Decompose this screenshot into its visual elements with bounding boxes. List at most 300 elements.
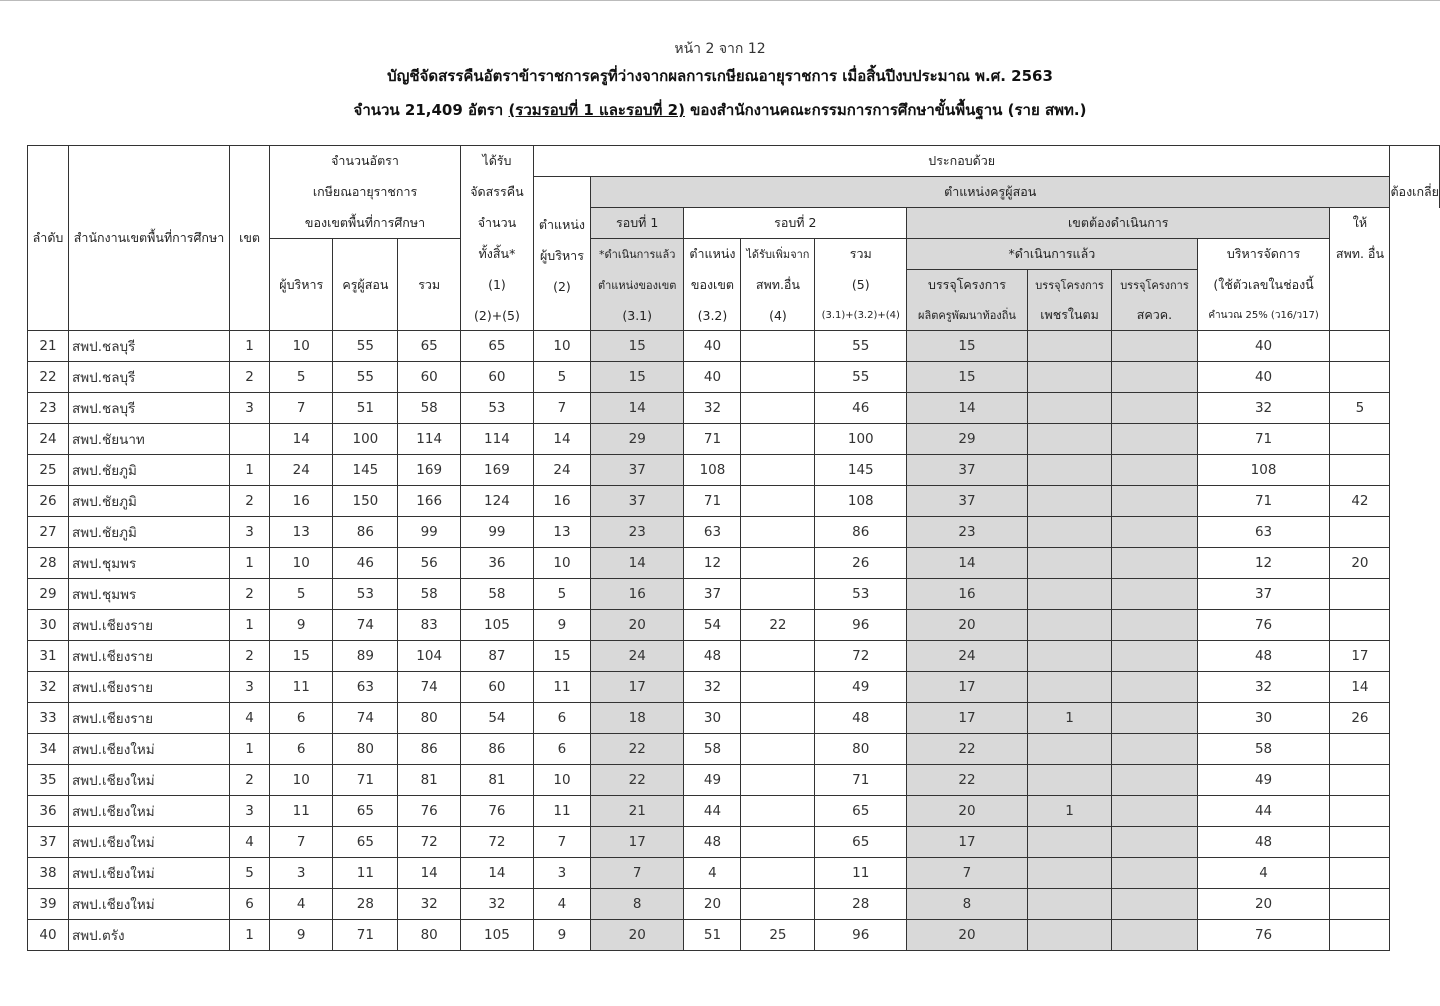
cell-retire-sum: 14 (398, 858, 460, 889)
cell-retire-admin: 10 (270, 765, 333, 796)
cell-proj-petch (1027, 672, 1111, 703)
header-sum: รวม (398, 239, 460, 331)
cell-round2-zone-positions: 48 (684, 641, 741, 672)
cell-order: 22 (28, 362, 69, 393)
cell-round2-zone-positions: 58 (684, 734, 741, 765)
table-row (28, 765, 1440, 796)
cell-round2-zone-positions: 40 (684, 331, 741, 362)
cell-retire-sum: 72 (398, 827, 460, 858)
cell-share-other (1330, 579, 1390, 610)
cell-round1-done: 29 (590, 424, 684, 455)
table-row (28, 920, 1440, 951)
cell-retire-admin: 7 (270, 393, 333, 424)
header-done-r1-line1: *ดำเนินการแล้ว (590, 239, 684, 270)
cell-order: 37 (28, 827, 69, 858)
cell-round1-done: 14 (590, 393, 684, 424)
cell-order: 40 (28, 920, 69, 951)
cell-proj-sakwk (1112, 517, 1197, 548)
cell-round2-total: 53 (815, 579, 907, 610)
cell-proj-sakwk (1112, 672, 1197, 703)
header-extra-line2: สพท.อื่น (741, 270, 815, 301)
cell-order: 24 (28, 424, 69, 455)
header-share-line1: ต้องเกลี่ย (1390, 146, 1440, 208)
cell-proj-petch (1027, 455, 1111, 486)
cell-office: สพป.เชียงใหม่ (69, 889, 230, 920)
cell-retire-teacher: 28 (333, 889, 398, 920)
cell-round1-done: 16 (590, 579, 684, 610)
cell-manage: 48 (1197, 827, 1330, 858)
cell-round2-extra (741, 548, 815, 579)
cell-allocated-total: 124 (460, 486, 533, 517)
cell-round2-total: 72 (815, 641, 907, 672)
cell-round2-zone-positions: 32 (684, 393, 741, 424)
cell-round1-done: 22 (590, 734, 684, 765)
header-total-line2: (5) (815, 270, 907, 301)
cell-round2-extra: 22 (741, 610, 815, 641)
cell-round2-zone-positions: 20 (684, 889, 741, 920)
table-row (28, 517, 1440, 548)
cell-round2-zone-positions: 71 (684, 424, 741, 455)
cell-round2-zone-positions: 54 (684, 610, 741, 641)
cell-allocated-total: 105 (460, 920, 533, 951)
cell-retire-admin: 4 (270, 889, 333, 920)
cell-round2-zone-positions: 37 (684, 579, 741, 610)
cell-proj-sakwk (1112, 486, 1197, 517)
cell-manage: 40 (1197, 362, 1330, 393)
cell-admin-positions: 11 (533, 796, 590, 827)
cell-admin-positions: 11 (533, 672, 590, 703)
cell-share-other (1330, 920, 1390, 951)
header-retire-line1: จำนวนอัตรา (270, 146, 461, 177)
cell-order: 38 (28, 858, 69, 889)
header-share-empty (1330, 270, 1390, 301)
cell-zone: 2 (230, 362, 270, 393)
cell-round2-total: 26 (815, 548, 907, 579)
cell-order: 25 (28, 455, 69, 486)
cell-admin-positions: 7 (533, 393, 590, 424)
cell-round1-done: 15 (590, 362, 684, 393)
cell-retire-admin: 5 (270, 362, 333, 393)
cell-proj-sakwk (1112, 889, 1197, 920)
cell-round1-done: 20 (590, 610, 684, 641)
cell-round2-total: 86 (815, 517, 907, 548)
cell-zone: 2 (230, 641, 270, 672)
cell-round1-done: 17 (590, 827, 684, 858)
cell-allocated-total: 54 (460, 703, 533, 734)
cell-proj-sakwk (1112, 424, 1197, 455)
cell-proj-sakwk (1112, 610, 1197, 641)
cell-retire-sum: 76 (398, 796, 460, 827)
header-proj2-line2: เพชรในตม (1027, 300, 1111, 331)
cell-proj-sakwk (1112, 641, 1197, 672)
table-row (28, 889, 1440, 920)
document-subtitle (0, 98, 1440, 122)
table-row (28, 362, 1440, 393)
cell-office: สพป.เชียงราย (69, 641, 230, 672)
header-order: ลำดับ (28, 146, 69, 331)
cell-share-other: 42 (1330, 486, 1390, 517)
cell-order: 27 (28, 517, 69, 548)
cell-zone: 3 (230, 393, 270, 424)
cell-round2-total: 100 (815, 424, 907, 455)
cell-manage: 4 (1197, 858, 1330, 889)
cell-order: 29 (28, 579, 69, 610)
cell-manage: 12 (1197, 548, 1330, 579)
cell-round2-extra (741, 703, 815, 734)
cell-order: 39 (28, 889, 69, 920)
cell-admin-positions: 15 (533, 641, 590, 672)
cell-round2-extra (741, 641, 815, 672)
cell-round2-total: 145 (815, 455, 907, 486)
cell-allocated-total: 65 (460, 331, 533, 362)
cell-manage: 32 (1197, 672, 1330, 703)
cell-round2-total: 96 (815, 610, 907, 641)
cell-share-other (1330, 796, 1390, 827)
header-alloc-line6: (2)+(5) (460, 300, 533, 331)
cell-office: สพป.เชียงราย (69, 610, 230, 641)
cell-zone: 4 (230, 703, 270, 734)
cell-office: สพป.เชียงใหม่ (69, 827, 230, 858)
cell-admin-positions: 6 (533, 734, 590, 765)
cell-office: สพป.ชลบุรี (69, 393, 230, 424)
cell-order: 28 (28, 548, 69, 579)
header-teacher-positions: ตำแหน่งครูผู้สอน (590, 177, 1390, 208)
header-consist: ประกอบด้วย (533, 146, 1389, 177)
cell-admin-positions: 9 (533, 610, 590, 641)
cell-retire-teacher: 11 (333, 858, 398, 889)
cell-round2-extra (741, 486, 815, 517)
cell-proj-local-teacher: 15 (907, 362, 1028, 393)
cell-proj-petch (1027, 486, 1111, 517)
cell-proj-petch (1027, 610, 1111, 641)
cell-proj-local-teacher: 37 (907, 455, 1028, 486)
cell-round2-zone-positions: 63 (684, 517, 741, 548)
cell-round1-done: 20 (590, 920, 684, 951)
cell-retire-teacher: 100 (333, 424, 398, 455)
cell-office: สพป.ชุมพร (69, 579, 230, 610)
cell-office: สพป.ชุมพร (69, 548, 230, 579)
header-zone-pos-line3: (3.2) (684, 300, 741, 331)
cell-round2-zone-positions: 51 (684, 920, 741, 951)
cell-allocated-total: 105 (460, 610, 533, 641)
cell-retire-sum: 60 (398, 362, 460, 393)
cell-round2-total: 11 (815, 858, 907, 889)
cell-share-other (1330, 331, 1390, 362)
cell-proj-petch: 1 (1027, 796, 1111, 827)
table-row (28, 579, 1440, 610)
cell-manage: 71 (1197, 486, 1330, 517)
cell-order: 32 (28, 672, 69, 703)
cell-zone: 1 (230, 331, 270, 362)
table-row (28, 486, 1440, 517)
header-alloc-line3: จำนวน (460, 208, 533, 239)
subtitle-prefix: จำนวน 21,409 อัตรา (353, 101, 509, 119)
table-row (28, 641, 1440, 672)
cell-round2-total: 28 (815, 889, 907, 920)
header-proj2-line1: บรรจุโครงการ (1027, 270, 1111, 301)
header-done-r2: *ดำเนินการแล้ว (907, 239, 1198, 270)
cell-share-other (1330, 827, 1390, 858)
table-row (28, 858, 1440, 889)
header-pos-admin-line1: ตำแหน่ง (538, 217, 585, 232)
cell-round2-zone-positions: 40 (684, 362, 741, 393)
cell-round2-total: 65 (815, 827, 907, 858)
cell-round2-total: 96 (815, 920, 907, 951)
header-alloc-line1: ได้รับ (460, 146, 533, 177)
cell-round1-done: 23 (590, 517, 684, 548)
header-share-line3: สพท. อื่น (1330, 239, 1390, 270)
cell-proj-sakwk (1112, 796, 1197, 827)
cell-proj-petch (1027, 858, 1111, 889)
cell-admin-positions: 16 (533, 486, 590, 517)
cell-office: สพป.ชัยภูมิ (69, 517, 230, 548)
cell-manage: 48 (1197, 641, 1330, 672)
cell-order: 21 (28, 331, 69, 362)
cell-retire-sum: 65 (398, 331, 460, 362)
cell-round2-total: 55 (815, 331, 907, 362)
cell-proj-local-teacher: 17 (907, 672, 1028, 703)
cell-office: สพป.เชียงราย (69, 672, 230, 703)
table-body (28, 331, 1440, 951)
cell-admin-positions: 9 (533, 920, 590, 951)
cell-proj-local-teacher: 20 (907, 610, 1028, 641)
cell-office: สพป.ชัยภูมิ (69, 486, 230, 517)
cell-retire-admin: 11 (270, 672, 333, 703)
header-zone-action: เขตต้องดำเนินการ (907, 208, 1330, 239)
cell-order: 35 (28, 765, 69, 796)
cell-round2-total: 80 (815, 734, 907, 765)
cell-zone: 1 (230, 610, 270, 641)
cell-proj-petch (1027, 920, 1111, 951)
cell-proj-local-teacher: 29 (907, 424, 1028, 455)
cell-share-other (1330, 610, 1390, 641)
cell-retire-admin: 14 (270, 424, 333, 455)
cell-round2-extra (741, 765, 815, 796)
cell-zone: 4 (230, 827, 270, 858)
cell-retire-sum: 58 (398, 579, 460, 610)
cell-proj-petch (1027, 517, 1111, 548)
cell-retire-sum: 58 (398, 393, 460, 424)
cell-round1-done: 37 (590, 455, 684, 486)
header-total-line1: รวม (815, 239, 907, 270)
cell-round2-zone-positions: 44 (684, 796, 741, 827)
cell-retire-admin: 24 (270, 455, 333, 486)
cell-allocated-total: 60 (460, 672, 533, 703)
header-total-line3: (3.1)+(3.2)+(4) (815, 300, 907, 331)
cell-office: สพป.ชัยภูมิ (69, 455, 230, 486)
table-row (28, 672, 1440, 703)
cell-admin-positions: 5 (533, 362, 590, 393)
header-alloc-line5: (1) (460, 270, 533, 301)
cell-proj-petch (1027, 765, 1111, 796)
cell-allocated-total: 58 (460, 579, 533, 610)
cell-manage: 20 (1197, 889, 1330, 920)
header-zone: เขต (230, 146, 270, 331)
cell-proj-sakwk (1112, 858, 1197, 889)
cell-proj-local-teacher: 7 (907, 858, 1028, 889)
cell-proj-local-teacher: 15 (907, 331, 1028, 362)
cell-retire-admin: 13 (270, 517, 333, 548)
cell-admin-positions: 6 (533, 703, 590, 734)
cell-retire-admin: 6 (270, 703, 333, 734)
cell-order: 31 (28, 641, 69, 672)
cell-proj-petch (1027, 362, 1111, 393)
cell-proj-local-teacher: 22 (907, 765, 1028, 796)
cell-retire-sum: 56 (398, 548, 460, 579)
table-row (28, 796, 1440, 827)
cell-round2-zone-positions: 12 (684, 548, 741, 579)
cell-proj-petch (1027, 331, 1111, 362)
cell-share-other (1330, 889, 1390, 920)
cell-allocated-total: 86 (460, 734, 533, 765)
cell-proj-petch (1027, 424, 1111, 455)
cell-manage: 71 (1197, 424, 1330, 455)
cell-proj-local-teacher: 22 (907, 734, 1028, 765)
cell-retire-admin: 7 (270, 827, 333, 858)
table-row (28, 703, 1440, 734)
cell-share-other (1330, 424, 1390, 455)
cell-round1-done: 22 (590, 765, 684, 796)
cell-order: 30 (28, 610, 69, 641)
cell-retire-teacher: 63 (333, 672, 398, 703)
cell-retire-sum: 104 (398, 641, 460, 672)
cell-share-other (1330, 734, 1390, 765)
cell-allocated-total: 36 (460, 548, 533, 579)
cell-retire-sum: 74 (398, 672, 460, 703)
cell-retire-sum: 99 (398, 517, 460, 548)
header-done-r1-line3: (3.1) (590, 300, 684, 331)
cell-retire-teacher: 65 (333, 796, 398, 827)
cell-proj-sakwk (1112, 331, 1197, 362)
table-header (28, 146, 1440, 331)
header-proj3-line2: สควค. (1112, 300, 1197, 331)
cell-zone: 1 (230, 734, 270, 765)
cell-proj-local-teacher: 23 (907, 517, 1028, 548)
cell-zone: 1 (230, 548, 270, 579)
cell-zone: 5 (230, 858, 270, 889)
cell-proj-local-teacher: 20 (907, 920, 1028, 951)
header-round1: รอบที่ 1 (590, 208, 684, 239)
cell-round2-total: 71 (815, 765, 907, 796)
cell-zone: 6 (230, 889, 270, 920)
cell-allocated-total: 76 (460, 796, 533, 827)
header-office: สำนักงานเขตพื้นที่การศึกษา (69, 146, 230, 331)
cell-proj-local-teacher: 17 (907, 703, 1028, 734)
cell-round2-extra (741, 858, 815, 889)
cell-round2-zone-positions: 71 (684, 486, 741, 517)
cell-allocated-total: 72 (460, 827, 533, 858)
cell-share-other (1330, 517, 1390, 548)
cell-retire-teacher: 89 (333, 641, 398, 672)
cell-retire-admin: 3 (270, 858, 333, 889)
cell-retire-sum: 169 (398, 455, 460, 486)
cell-order: 23 (28, 393, 69, 424)
allocation-table (27, 145, 1440, 951)
subtitle-suffix: ของสำนักงานคณะกรรมการการศึกษาขั้นพื้นฐาน (ราย สพท.) (684, 101, 1087, 119)
cell-allocated-total: 99 (460, 517, 533, 548)
cell-round2-extra (741, 393, 815, 424)
cell-order: 34 (28, 734, 69, 765)
header-retire-line3: ของเขตพื้นที่การศึกษา (270, 208, 461, 239)
header-manage-line2: (ใช้ตัวเลขในช่องนี้ (1197, 270, 1330, 301)
header-share-line2: ให้ (1330, 208, 1390, 239)
cell-retire-admin: 15 (270, 641, 333, 672)
cell-round2-extra (741, 827, 815, 858)
cell-round2-extra (741, 424, 815, 455)
cell-admin-positions: 4 (533, 889, 590, 920)
header-extra-line1: ได้รับเพิ่มจาก (741, 239, 815, 270)
cell-round2-zone-positions: 30 (684, 703, 741, 734)
cell-retire-teacher: 74 (333, 703, 398, 734)
cell-retire-teacher: 51 (333, 393, 398, 424)
cell-admin-positions: 7 (533, 827, 590, 858)
cell-manage: 30 (1197, 703, 1330, 734)
page-number: หน้า 2 จาก 12 (674, 41, 766, 57)
cell-proj-sakwk (1112, 703, 1197, 734)
cell-retire-sum: 166 (398, 486, 460, 517)
cell-round1-done: 21 (590, 796, 684, 827)
table-row (28, 548, 1440, 579)
cell-retire-teacher: 53 (333, 579, 398, 610)
cell-share-other: 14 (1330, 672, 1390, 703)
cell-office: สพป.ตรัง (69, 920, 230, 951)
cell-office: สพป.ชลบุรี (69, 362, 230, 393)
header-round2: รอบที่ 2 (684, 208, 907, 239)
cell-zone: 2 (230, 486, 270, 517)
cell-zone (230, 424, 270, 455)
cell-share-other: 26 (1330, 703, 1390, 734)
cell-retire-teacher: 55 (333, 331, 398, 362)
cell-retire-admin: 10 (270, 331, 333, 362)
cell-admin-positions: 5 (533, 579, 590, 610)
cell-round2-total: 46 (815, 393, 907, 424)
table-row (28, 393, 1440, 424)
header-pos-admin-line3: (2) (553, 279, 571, 294)
cell-manage: 40 (1197, 331, 1330, 362)
cell-round2-zone-positions: 48 (684, 827, 741, 858)
cell-allocated-total: 87 (460, 641, 533, 672)
header-done-r1-line2: ตำแหน่งของเขต (590, 270, 684, 301)
table-row (28, 610, 1440, 641)
cell-retire-teacher: 150 (333, 486, 398, 517)
cell-manage: 44 (1197, 796, 1330, 827)
cell-proj-local-teacher: 8 (907, 889, 1028, 920)
cell-order: 26 (28, 486, 69, 517)
header-zone-pos-line1: ตำแหน่ง (684, 239, 741, 270)
table-row (28, 424, 1440, 455)
cell-retire-sum: 83 (398, 610, 460, 641)
cell-share-other: 20 (1330, 548, 1390, 579)
cell-retire-sum: 80 (398, 703, 460, 734)
subtitle-underlined: (รวมรอบที่ 1 และรอบที่ 2) (508, 101, 685, 119)
cell-retire-teacher: 80 (333, 734, 398, 765)
cell-retire-admin: 16 (270, 486, 333, 517)
cell-retire-sum: 86 (398, 734, 460, 765)
cell-proj-petch (1027, 548, 1111, 579)
cell-proj-sakwk (1112, 455, 1197, 486)
header-pos-admin (533, 177, 590, 331)
cell-admin-positions: 14 (533, 424, 590, 455)
cell-retire-teacher: 65 (333, 827, 398, 858)
header-share-empty-2 (1330, 300, 1390, 331)
cell-share-other: 17 (1330, 641, 1390, 672)
cell-proj-petch: 1 (1027, 703, 1111, 734)
cell-zone: 2 (230, 765, 270, 796)
cell-retire-sum: 114 (398, 424, 460, 455)
table-row (28, 455, 1440, 486)
cell-allocated-total: 60 (460, 362, 533, 393)
cell-proj-sakwk (1112, 920, 1197, 951)
